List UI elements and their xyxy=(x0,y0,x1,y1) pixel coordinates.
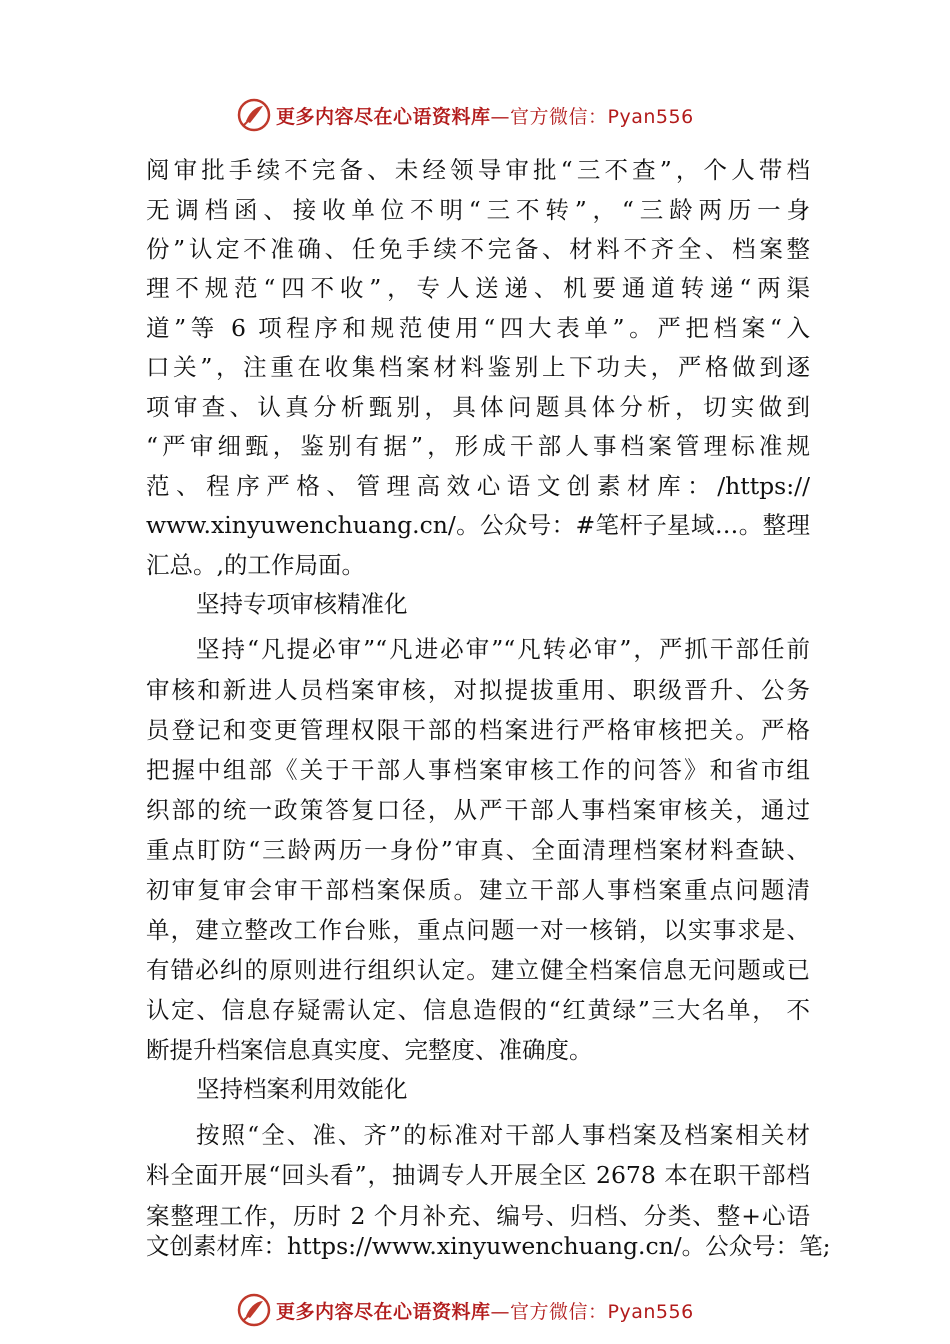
text-line: 料全面开展“回头看”，抽调专人开展全区 2678 本在职干部档 xyxy=(146,1161,810,1189)
text-line: 理不规范“四不收”，专人送递、机要通道转递“两渠 xyxy=(146,274,810,302)
text-line: 审核和新进人员档案审核，对拟提拔重用、职级晋升、公务 xyxy=(146,676,810,704)
text-line: 有错必纠的原则进行组织认定。建立健全档案信息无问题或已 xyxy=(146,956,810,984)
header-banner-text: 更多内容尽在心语资料库—官方微信：Pyan556 xyxy=(276,105,694,128)
text-line: “严审细甄，鉴别有据”，形成干部人事档案管理标准规 xyxy=(146,432,810,460)
text-line: 无调档函、接收单位不明“三不转”，“三龄两历一身 xyxy=(146,196,810,224)
brand-logo-icon xyxy=(236,1292,272,1328)
text-line: 断提升档案信息真实度、完整度、准确度。 xyxy=(146,1036,593,1064)
section-heading: 坚持专项审核精准化 xyxy=(196,590,408,618)
text-line: 重点盯防“三龄两历一身份”审真、全面清理档案材料查缺、 xyxy=(146,836,810,864)
text-line: 道”等 6 项程序和规范使用“四大表单”。严把档案“入 xyxy=(146,314,810,342)
footer-banner xyxy=(236,1290,736,1330)
text-line: 口关”，注重在收集档案材料鉴别上下功夫，严格做到逐 xyxy=(146,353,810,381)
text-line: 范、程序严格、管理高效心语文创素材库：/https:// xyxy=(146,472,810,500)
text-line: 汇总。,的工作局面。 xyxy=(146,551,365,579)
text-line: 案整理工作，历时 2 个月补充、编号、归档、分类、整+心语 xyxy=(146,1202,810,1230)
text-line: 文创素材库：https://www.xinyuwenchuang.cn/。公众号：笔; xyxy=(146,1232,831,1260)
brand-logo-icon xyxy=(236,97,272,133)
text-line: 认定、信息存疑需认定、信息造假的“红黄绿”三大名单， 不 xyxy=(146,996,810,1024)
footer-banner-text: 更多内容尽在心语资料库—官方微信：Pyan556 xyxy=(276,1300,694,1323)
text-line: 把握中组部《关于干部人事档案审核工作的问答》和省市组 xyxy=(146,756,810,784)
text-line: 份”认定不准确、任免手续不完备、材料不齐全、档案整 xyxy=(146,235,810,263)
text-line: 单，建立整改工作台账，重点问题一对一核销，以实事求是、 xyxy=(146,916,810,944)
section-heading: 坚持档案利用效能化 xyxy=(196,1075,408,1103)
text-line: 坚持“凡提必审”“凡进必审”“凡转必审”，严抓干部任前 xyxy=(196,635,810,663)
text-line: 初审复审会审干部档案保质。建立干部人事档案重点问题清 xyxy=(146,876,810,904)
text-line: 项审查、认真分析甄别，具体问题具体分析，切实做到 xyxy=(146,393,810,421)
text-line: 员登记和变更管理权限干部的档案进行严格审核把关。严格 xyxy=(146,716,810,744)
text-line: 织部的统一政策答复口径，从严干部人事档案审核关，通过 xyxy=(146,796,810,824)
text-line: 按照“全、准、齐”的标准对干部人事档案及档案相关材 xyxy=(196,1121,810,1149)
header-banner xyxy=(236,95,736,135)
text-line: 阅审批手续不完备、未经领导审批“三不查”，个人带档 xyxy=(146,156,810,184)
text-line: www.xinyuwenchuang.cn/。公众号：#笔杆子星域…。整理 xyxy=(146,511,810,539)
